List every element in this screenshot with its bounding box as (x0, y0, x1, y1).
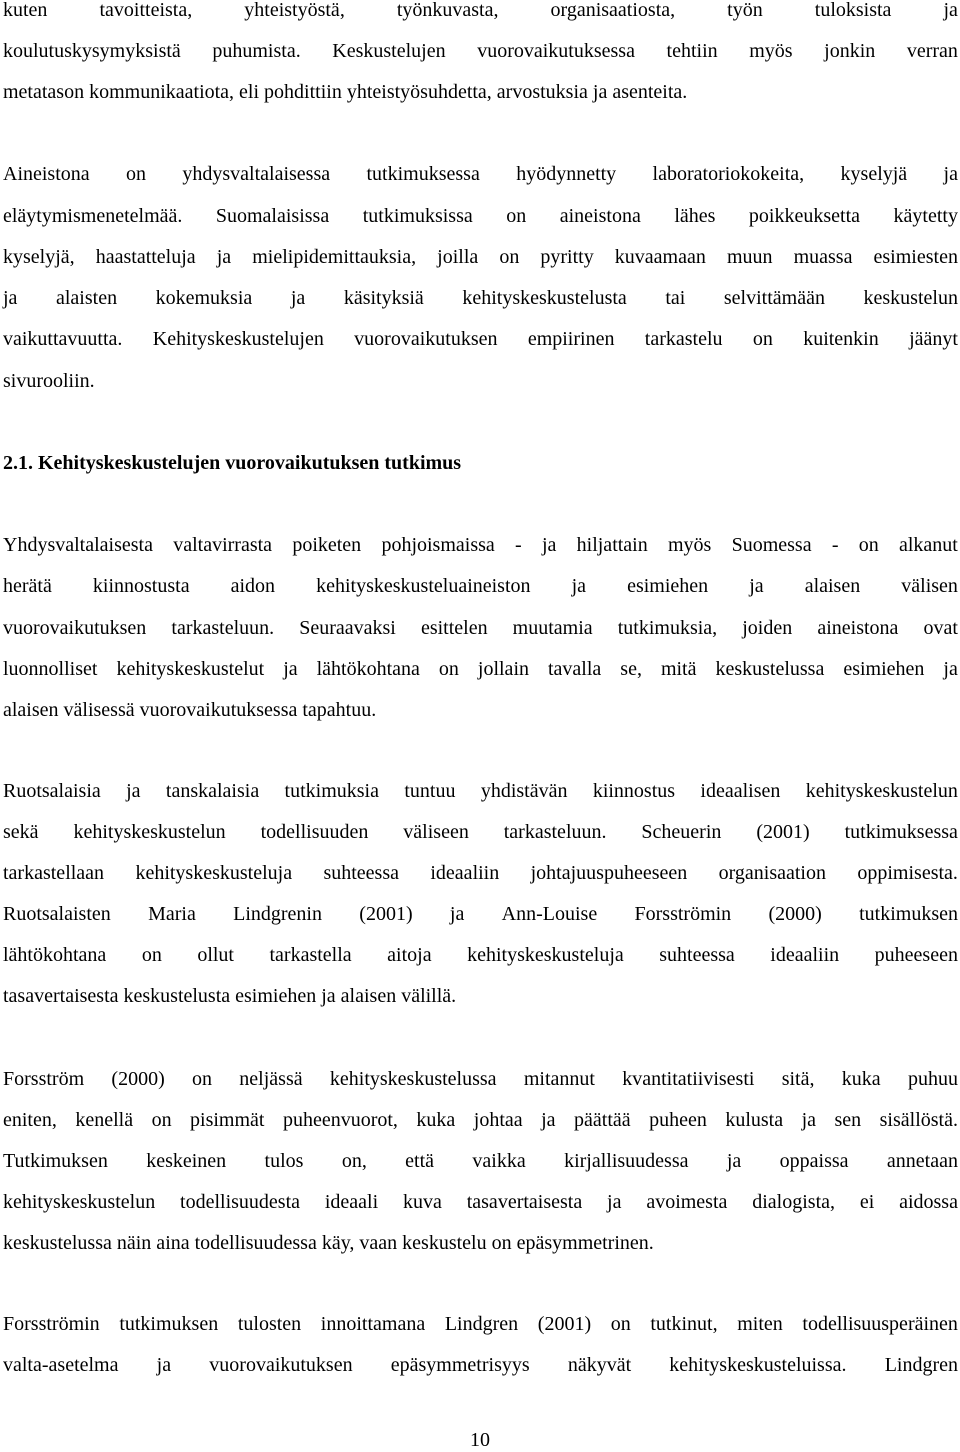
text-line (3, 0, 958, 22)
word: aitoja (387, 944, 432, 966)
word: esimiehen (843, 658, 925, 680)
word: on (141, 944, 162, 966)
word: tutkimuksessa (366, 163, 480, 185)
word: Scheuerin (641, 821, 722, 843)
word: kehityskeskustelut (116, 658, 265, 680)
text-line (3, 1108, 958, 1132)
text-line (3, 245, 958, 269)
text-line (3, 1149, 958, 1173)
word: eläytymismenetelmää. (3, 205, 183, 227)
text-line (3, 779, 958, 803)
word: (2001) (537, 1313, 592, 1335)
text-line (3, 902, 958, 926)
word: Ann-Louise (501, 903, 598, 925)
word: vuorovaikutuksen (209, 1354, 353, 1376)
word: muun (726, 246, 773, 268)
word: kiinnostus (592, 780, 676, 802)
word: työn (727, 0, 763, 21)
word: esimiesten (873, 246, 958, 268)
word: tutkimuksen (119, 1313, 219, 1335)
word: pyritty (540, 246, 594, 268)
word: avoimesta (646, 1191, 728, 1213)
word: kuva (403, 1191, 442, 1213)
word: ja (749, 575, 764, 597)
word: lähtökohtana (316, 658, 420, 680)
word: kuitenkin (803, 328, 879, 350)
word: ja (126, 780, 141, 802)
word: aidon (230, 575, 276, 597)
text-line (3, 369, 958, 393)
word: valtavirrasta (173, 534, 273, 556)
word: Yhdysvaltalaisesta (3, 534, 153, 556)
text-line (3, 1067, 958, 1091)
word: organisaation (718, 862, 826, 884)
word: on (752, 328, 773, 350)
word: vaikka (472, 1150, 526, 1172)
word: yhdistävän (480, 780, 568, 802)
word: käytetty (893, 205, 958, 227)
word: ja (943, 163, 958, 185)
word: käsityksiä (343, 287, 424, 309)
word: koulutuskysymyksistä (3, 40, 181, 62)
word: kenellä (75, 1109, 134, 1131)
word: kehityskeskusteluja (135, 862, 293, 884)
word: on (499, 246, 520, 268)
word: vuorovaikutuksen (3, 617, 147, 639)
word: tutkinut, (650, 1313, 718, 1335)
word: ja (3, 287, 18, 309)
word: kvantitatiivisesti (622, 1068, 755, 1090)
word: on (858, 534, 879, 556)
word: muutamia (512, 617, 593, 639)
word: ja (290, 287, 306, 309)
word: puheen (649, 1109, 707, 1131)
word: ja (607, 1191, 622, 1213)
word: kuka (841, 1068, 881, 1090)
word: esimiehen (627, 575, 709, 597)
word: Seuraavaksi (299, 617, 396, 639)
word: dialogista, (752, 1191, 835, 1213)
word: hyödynnetty (516, 163, 617, 185)
word: alaisen (804, 575, 861, 597)
word: se, (620, 658, 642, 680)
text-line-content: keskustelussa näin aina todellisuudessa käy, vaan keskustelu on epäsymmetrinen. (3, 1232, 654, 1254)
word: (2000) (111, 1068, 165, 1090)
word: lähes (674, 205, 716, 227)
word: vaikuttavuutta. (3, 328, 123, 350)
word: kehityskeskusteluissa. (669, 1354, 847, 1376)
word: ja (283, 658, 298, 680)
word: on (506, 205, 527, 227)
word: kirjallisuudessa (564, 1150, 689, 1172)
page-number: 10 (470, 1429, 490, 1451)
word: joiden (742, 617, 793, 639)
word: ja (943, 0, 958, 21)
word: kehityskeskusteluja (467, 944, 624, 966)
word: ideaaliin (430, 862, 500, 884)
word: tavalla (547, 658, 602, 680)
word: että (405, 1150, 435, 1172)
word: innoittamana (320, 1313, 426, 1335)
word: tasavertaisesta (466, 1191, 583, 1213)
word: aineistona (559, 205, 641, 227)
text-line (3, 574, 958, 598)
word: Kehityskeskustelujen (152, 328, 324, 350)
word: lähtökohtana (3, 944, 107, 966)
word: ja (449, 903, 465, 925)
word: tuloksista (814, 0, 892, 21)
word: oppimisesta. (857, 862, 958, 884)
word: tai (665, 287, 686, 309)
word: Ruotsalaisia (3, 780, 101, 802)
word: mitannut (523, 1068, 595, 1090)
word: Lindgren (444, 1313, 519, 1335)
word: kiinnostusta (92, 575, 190, 597)
word: väliseen (403, 821, 469, 843)
word: Forsströmin (634, 903, 732, 925)
word: todellisuuden (260, 821, 369, 843)
word: tutkimuksissa (362, 205, 473, 227)
word: johtajuuspuheeseen (530, 862, 688, 884)
word: Keskustelujen (332, 40, 446, 62)
word: tarkastella (269, 944, 352, 966)
word: joilla (437, 246, 479, 268)
word: ideaali (324, 1191, 379, 1213)
word: välisen (901, 575, 958, 597)
word: ja (541, 534, 557, 556)
word: selvittämään (723, 287, 825, 309)
word: epäsymmetrisyys (390, 1354, 530, 1376)
word: myös (749, 40, 793, 62)
text-line (3, 943, 958, 967)
word: Suomalaisissa (215, 205, 330, 227)
word: Suomessa (731, 534, 812, 556)
word: kuten (3, 0, 48, 21)
text-line (3, 820, 958, 844)
word: tutkimuksia, (617, 617, 718, 639)
word: myös (667, 534, 712, 556)
word: näkyvät (567, 1354, 632, 1376)
word: ja (541, 1109, 556, 1131)
word: ideaaliin (770, 944, 840, 966)
text-line (3, 657, 958, 681)
word: suhteessa (323, 862, 399, 884)
word: poiketen (292, 534, 362, 556)
word: ovat (923, 617, 958, 639)
word: verran (906, 40, 958, 62)
word: alaisten (55, 287, 118, 309)
word: suhteessa (659, 944, 735, 966)
word: ja (801, 1109, 817, 1131)
word: keskeinen (146, 1150, 227, 1172)
word: puhumista. (212, 40, 301, 62)
word: sisällöstä. (879, 1109, 958, 1131)
word: ja (943, 658, 958, 680)
text-line (3, 80, 958, 104)
word: tutkimuksessa (844, 821, 958, 843)
word: alkanut (899, 534, 958, 556)
text-line (3, 162, 958, 186)
word: Forsströmin (3, 1313, 100, 1335)
word: kokemuksia (155, 287, 253, 309)
word: kehityskeskustelun (805, 780, 958, 802)
word: eniten, (3, 1109, 57, 1131)
word: annetaan (886, 1150, 958, 1172)
word: tarkasteluun. (171, 617, 275, 639)
section-heading-text: 2.1. Kehityskeskustelujen vuorovaikutuksen tutkimus (3, 452, 462, 474)
word: valta-asetelma (3, 1354, 119, 1376)
word: Forsström (3, 1068, 85, 1090)
word: tarkastelu (644, 328, 723, 350)
word: kuvaamaan (614, 246, 706, 268)
word: jonkin (824, 40, 876, 62)
word: ja (156, 1354, 172, 1376)
word: pohjoismaissa (381, 534, 495, 556)
word: esittelen (420, 617, 488, 639)
word: tulosten (237, 1313, 302, 1335)
word: (2001) (756, 821, 810, 843)
word: kehityskeskusteluaineiston (316, 575, 531, 597)
word: kulusta (725, 1109, 784, 1131)
word: aidossa (899, 1191, 958, 1213)
word: haastatteluja (95, 246, 196, 268)
text-line-content: alaisen välisessä vuorovaikutuksessa tapahtuu. (3, 699, 377, 721)
word: työnkuvasta, (396, 0, 499, 21)
text-line (3, 286, 958, 310)
word: mielipidemittauksia, (252, 246, 417, 268)
word: hiljattain (576, 534, 648, 556)
word: puheenvuorot, (282, 1109, 398, 1131)
word: tavoitteista, (99, 0, 193, 21)
text-line (3, 1231, 958, 1255)
text-line (3, 861, 958, 885)
word: organisaatiosta, (550, 0, 676, 21)
word: jäänyt (909, 328, 958, 350)
word: jollain (477, 658, 529, 680)
word: aineistona (817, 617, 899, 639)
word: Maria (148, 903, 196, 925)
word: kehityskeskustelusta (462, 287, 627, 309)
word: empiirinen (527, 328, 615, 350)
text-line (3, 1312, 958, 1336)
word: on, (341, 1150, 367, 1172)
word: sen (834, 1109, 862, 1131)
word: ideaalisen (700, 780, 781, 802)
word: - (515, 534, 522, 556)
word: muassa (793, 246, 853, 268)
word: todellisuusperäinen (802, 1313, 958, 1335)
word: keskustelun (863, 287, 958, 309)
word: laboratoriokokeita, (652, 163, 805, 185)
word: tehtiin (666, 40, 718, 62)
word: pisimmät (190, 1109, 265, 1131)
word: (2001) (359, 903, 413, 925)
word: luonnolliset (3, 658, 98, 680)
word: tanskalaisia (165, 780, 260, 802)
word: tarkastellaan (3, 862, 105, 884)
word: on (192, 1068, 213, 1090)
word: tarkasteluun. (503, 821, 607, 843)
word: tutkimuksia (284, 780, 379, 802)
word: kyselyjä (840, 163, 908, 185)
word: oppaissa (779, 1150, 849, 1172)
word: tutkimuksen (859, 903, 958, 925)
word: on (438, 658, 459, 680)
word: keskustelussa (715, 658, 825, 680)
word: kyselyjä, (3, 246, 75, 268)
word: vuorovaikutuksen (354, 328, 498, 350)
word: miten (737, 1313, 783, 1335)
text-line (3, 698, 958, 722)
text-line (3, 533, 958, 557)
text-line-content: sivurooliin. (3, 370, 95, 392)
word: poikkeuksetta (748, 205, 861, 227)
word: yhteistyöstä, (244, 0, 345, 21)
word: Tutkimuksen (3, 1150, 108, 1172)
text-line (3, 204, 958, 228)
word: herätä (3, 575, 52, 597)
word: tulos (264, 1150, 304, 1172)
word: puhuu (907, 1068, 958, 1090)
word: ja (571, 575, 587, 597)
word: Ruotsalaisten (3, 903, 111, 925)
word: on (610, 1313, 631, 1335)
word: vuorovaikutuksessa (477, 40, 635, 62)
word: ollut (197, 944, 234, 966)
word: on (126, 163, 147, 185)
word: todellisuudesta (180, 1191, 301, 1213)
word: neljässä (239, 1068, 303, 1090)
word: ja (216, 246, 232, 268)
text-line (3, 39, 958, 63)
text-line (3, 1353, 958, 1377)
word: kehityskeskustelun (73, 821, 226, 843)
text-line (3, 984, 958, 1008)
word: tuntuu (404, 780, 456, 802)
word: johtaa (473, 1109, 523, 1131)
word: (2000) (768, 903, 822, 925)
word: ei (859, 1191, 875, 1213)
section-heading (3, 451, 958, 475)
word: - (831, 534, 839, 556)
word: Lindgren (884, 1354, 958, 1376)
text-line-content: metatason kommunikaatiota, eli pohdittiin yhteistyösuhdetta, arvostuksia ja asenteita. (3, 81, 688, 103)
text-line (3, 327, 958, 351)
word: mitä (660, 658, 697, 680)
word: sitä, (781, 1068, 815, 1090)
word: Aineistona (3, 163, 90, 185)
word: sekä (3, 821, 39, 843)
text-line (3, 616, 958, 640)
word: ja (726, 1150, 742, 1172)
word: kuka (416, 1109, 456, 1131)
word: päättää (574, 1109, 631, 1131)
word: kehityskeskustelussa (329, 1068, 497, 1090)
word: on (151, 1109, 172, 1131)
word: puheeseen (874, 944, 958, 966)
word: kehityskeskustelun (3, 1191, 156, 1213)
text-line-content: tasavertaisesta keskustelusta esimiehen ja alaisen välillä. (3, 985, 457, 1007)
word: yhdysvaltalaisessa (182, 163, 331, 185)
text-line (3, 1190, 958, 1214)
word: Lindgrenin (233, 903, 322, 925)
